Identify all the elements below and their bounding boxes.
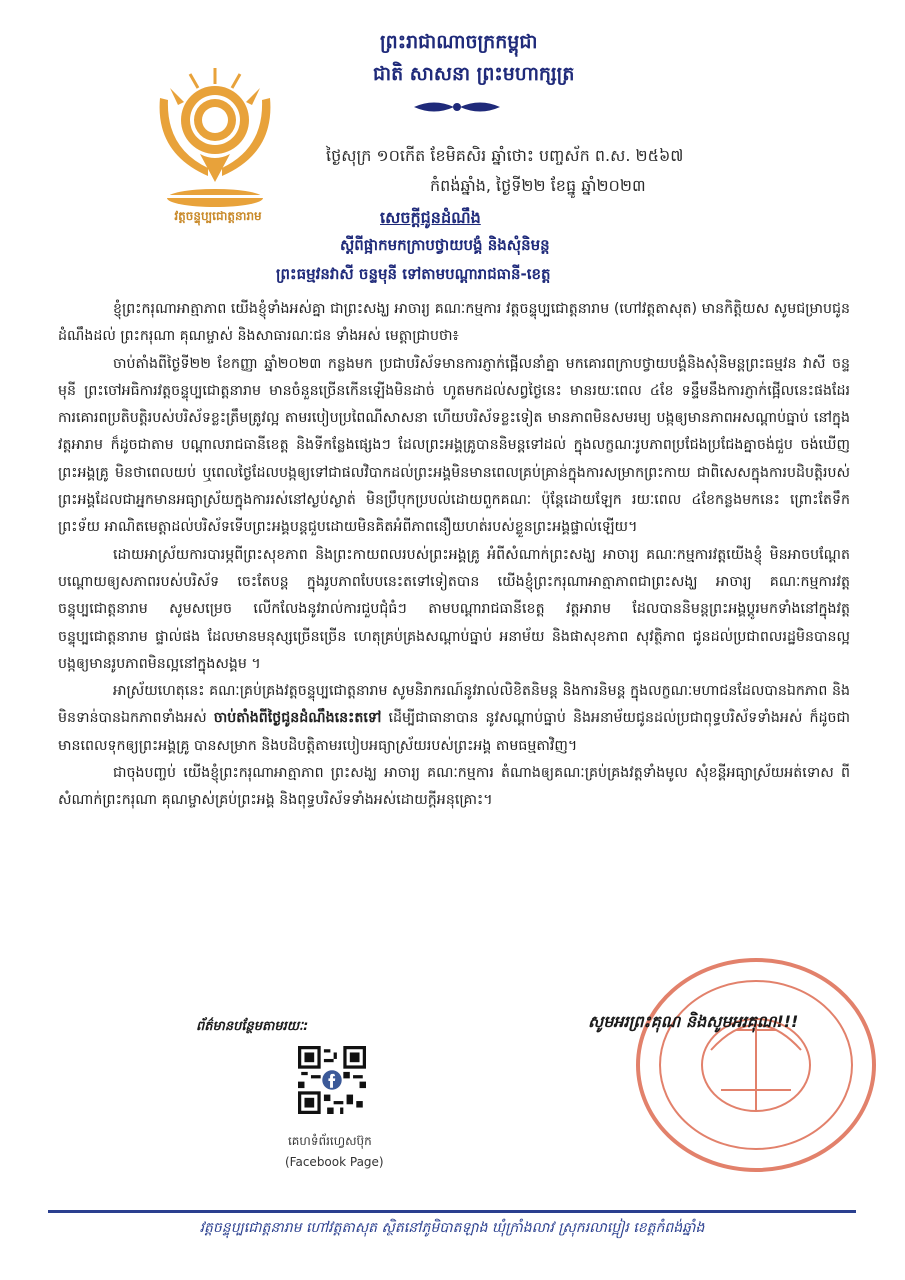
solar-date: កំពង់ឆ្នាំង, ថ្ងៃទី២២ ខែធ្នូ ឆ្នាំ២០២៣	[430, 176, 646, 195]
logo-caption: វត្តចន្ទុប្បជោត្តនារាម	[174, 209, 262, 223]
paragraph-1: ខ្ញុំព្រះករុណាអាត្មាភាព យើងខ្ញុំទាំងអស់គ្នា ជាព្រះសង្ឃ អាចារ្យ គណៈកម្មការ វត្តចន្ទុប្បជោត្តនារាម (ហៅវត្តតាសុត) មានកិត្តិយស សូមជម្រាបជូនដំណឹងដល់ ព្រះករុណា គុណម្ចាស់ និងសាធារណៈជន ទាំងអស់ មេត្តាជ្រាបថា៖	[58, 301, 850, 345]
footer-divider	[48, 1210, 856, 1213]
ornament-icon	[412, 96, 502, 118]
paragraph-2: ចាប់តាំងពីថ្ងៃទី២២ ខែកញ្ញា ឆ្នាំ២០២៣ កន្លងមក ប្រជាបរិស័ទមានការភ្ញាក់ផ្អើលនាំគ្នា មកគោរពក្រាបថ្វាយបង្គំនិងសុំនិមន្តព្រះធម្មវន វាសី ចន្ទមុនី ព្រះចៅអធិការវត្តចន្ទុប្បជោត្តនារាម មានចំនួនច្រើនកើនឡើងមិនដាច់ ហូតមកដល់សព្វថ្ងៃនេះ មានរយៈពេល ៤ខែ ទន្ទឹមនឹងការភ្ញាក់ផ្អើលនេះផងដែរ ការគោរពប្រតិបត្តិរបស់បរិស័ទខ្លះត្រឹមត្រូវល្អ តាមរបៀបប្រពៃណីសាសនា ហើយបរិស័ទខ្លះទៀត មានភាពមិនសមរម្យ បង្កឲ្យមានភាពអសណ្ដាប់ធ្នាប់ នៅក្នុងវត្តអារាម ក៏ដូចជាតាម បណ្ដាលរាជធានីខេត្ត និងទីកន្លែងផ្សេងៗ ដែលព្រះអង្គគ្រូបាននិមន្តទៅដល់ ក្នុងលក្ខណៈរូបភាពប្រជែងប្រជែងគ្នាចង់ជួប ចង់ឃើញព្រះអង្គគ្រូ មិនថាពេលយប់ ឬពេលថ្ងៃដែលបង្កឲ្យទៅជាផលវិបាកដល់ព្រះអង្គមិនមានពេលគ្រប់គ្រាន់ក្នុងការសម្រាកព្រះកាយ ជាពិសេសក្នុងការបដិបត្តិរបស់ព្រះអង្គដែលជាអ្នកមានអធ្យាស្រ័យក្នុងការរស់នៅស្ងប់ស្ងាត់ មិនប្រឹបុកប្របល់ដោយពួកគណៈ ប៉ុន្តែដោយឡែក រយៈពេល ៤ខែកន្លងមកនេះ ព្រោះតែទឹកព្រះទ័យ អាណិតមេត្តាដល់បរិស័ទទើបព្រះអង្គបន្តជួបដោយមិនគិតអំពីភាពនឿយហត់របស់ខ្លួនព្រះអង្គផ្ទាល់ឡើយ។	[58, 355, 850, 536]
paragraph-3: ដោយអាស្រ័យការបារម្ភពីព្រះសុខភាព និងព្រះកាយពលរបស់ព្រះអង្គគ្រូ អំពីសំណាក់ព្រះសង្ឃ អាចារ្យ គណៈកម្មការវត្តយើងខ្ញុំ មិនអាចបណ្ដែតបណ្ដោយឲ្យសភាពរបស់បរិស័ទ ចេះតែបន្ត ក្នុងរូបភាពបែបនេះតទៅទៀតបាន យើងខ្ញុំព្រះករុណាអាត្មាភាពជាព្រះសង្ឃ អាចារ្យ គណៈកម្មការវត្តចន្ទុប្បជោត្តនារាម សូមសម្រេច លើកលែងនូវរាល់ការជួបជុំធំៗ តាមបណ្ដារាជធានីខេត្ត វត្តអារាម ដែលបាននិមន្តព្រះអង្គប្តូរមកទាំងនៅក្នុងវត្ត ចន្ទុប្បជោត្តនារាម ផ្ទាល់ផង ដែលមានមនុស្សច្រើនច្រើន ហេតុគ្រប់គ្រងសណ្ដាប់ធ្នាប់ អនាម័យ និងផាសុខភាព សុវត្ថិភាព ជូនដល់ប្រជាពលរដ្ឋមិនបានល្អ បង្កឲ្យមានរូបភាពមិនល្អនៅក្នុងសង្គម ។	[58, 546, 850, 672]
paragraph-4	[58, 678, 850, 760]
notice-title: សេចក្ដីជូនដំណឹង	[380, 208, 481, 227]
national-motto: ជាតិ សាសនា ព្រះមហាក្សត្រ	[373, 63, 575, 85]
paragraph-4-end: ដើម្បីជាធានាបាន នូវសណ្ដាប់ធ្នាប់ និងអនាម័យជូនដល់ប្រជាពុទ្ធបរិស័ទទាំងអស់ ក៏ដូចជា មានពេលទុកឲ្យព្រះអង្គគ្រូ បានសម្រាក និងបដិបត្តិតាមរបៀបអធ្យាស្រ័យរបស់ព្រះអង្គ តាមធម្មតាវិញ។	[58, 710, 851, 754]
qr-caption-english: (Facebook Page)	[285, 1155, 384, 1169]
temple-logo-icon	[150, 58, 280, 228]
official-seal-icon	[616, 940, 886, 1180]
closing-thanks: សូមអរព្រះគុណ និងសូមអរគុណ!!!	[588, 1012, 799, 1031]
paragraph-4-start: អាស្រ័យហេតុនេះ គណៈគ្រប់គ្រងវត្តចន្ទុប្បជោត្តនារាម សូមនិរាករណ៍នូវរាល់លិខិតនិមន្ត និងការនិមន្ត ក្នុងលក្ខណៈមហាជនដែលបានឯកភាព និងមិនទាន់បានឯកភាពទាំងអស់	[58, 683, 850, 727]
contact-label: ព័ត៌មានបន្ថែមតាមរយៈ:	[196, 1019, 309, 1034]
qr-caption: គេហទំព័រហ្វេសប៊ុក	[288, 1134, 372, 1148]
footer-address: វត្តចន្ទុប្បជោត្តនារាម ហៅវត្តតាសុត ស្ថិតនៅភូមិបាតឡាង ឃុំក្រាំងលាវ ស្រុករលាប្អៀរ ខេត្តកំពង់ឆ្នាំង	[199, 1220, 705, 1236]
qr-code-icon[interactable]	[298, 1046, 366, 1114]
notice-body	[58, 296, 850, 815]
notice-subtitle-2: ព្រះធម្មវនវាសី ចន្ទមុនី ទៅតាមបណ្ដារាជធានី-ខេត្ត	[276, 265, 551, 283]
notice-subtitle-1: ស្ដីពីផ្អាកមកក្រាបថ្វាយបង្គំ និងសុំនិមន្ត	[340, 236, 550, 254]
paragraph-5: ជាចុងបញ្ចប់ យើងខ្ញុំព្រះករុណាអាត្មាភាព ព្រះសង្ឃ អាចារ្យ គណៈកម្មការ តំណាងឲ្យគណៈគ្រប់គ្រងវត្តទាំងមូល សុំខន្តីអធ្យាស្រ័យអត់ទោស ពីសំណាក់ព្រះករុណា គុណម្ចាស់គ្រប់ព្រះអង្គ និងពុទ្ធបរិស័ទទាំងអស់ដោយក្ដីអនុគ្រោះ។	[58, 765, 850, 809]
lunar-date: ថ្ងៃសុក្រ ១០កើត ខែមិគសិរ ឆ្នាំថោះ បញ្ចស័ក ព.ស. ២៥៦៧	[326, 146, 684, 165]
paragraph-4-bold: ចាប់តាំងពីថ្ងៃជូនដំណឹងនេះតទៅ	[213, 710, 382, 727]
kingdom-title: ព្រះរាជាណាចក្រកម្ពុជា	[380, 31, 538, 53]
